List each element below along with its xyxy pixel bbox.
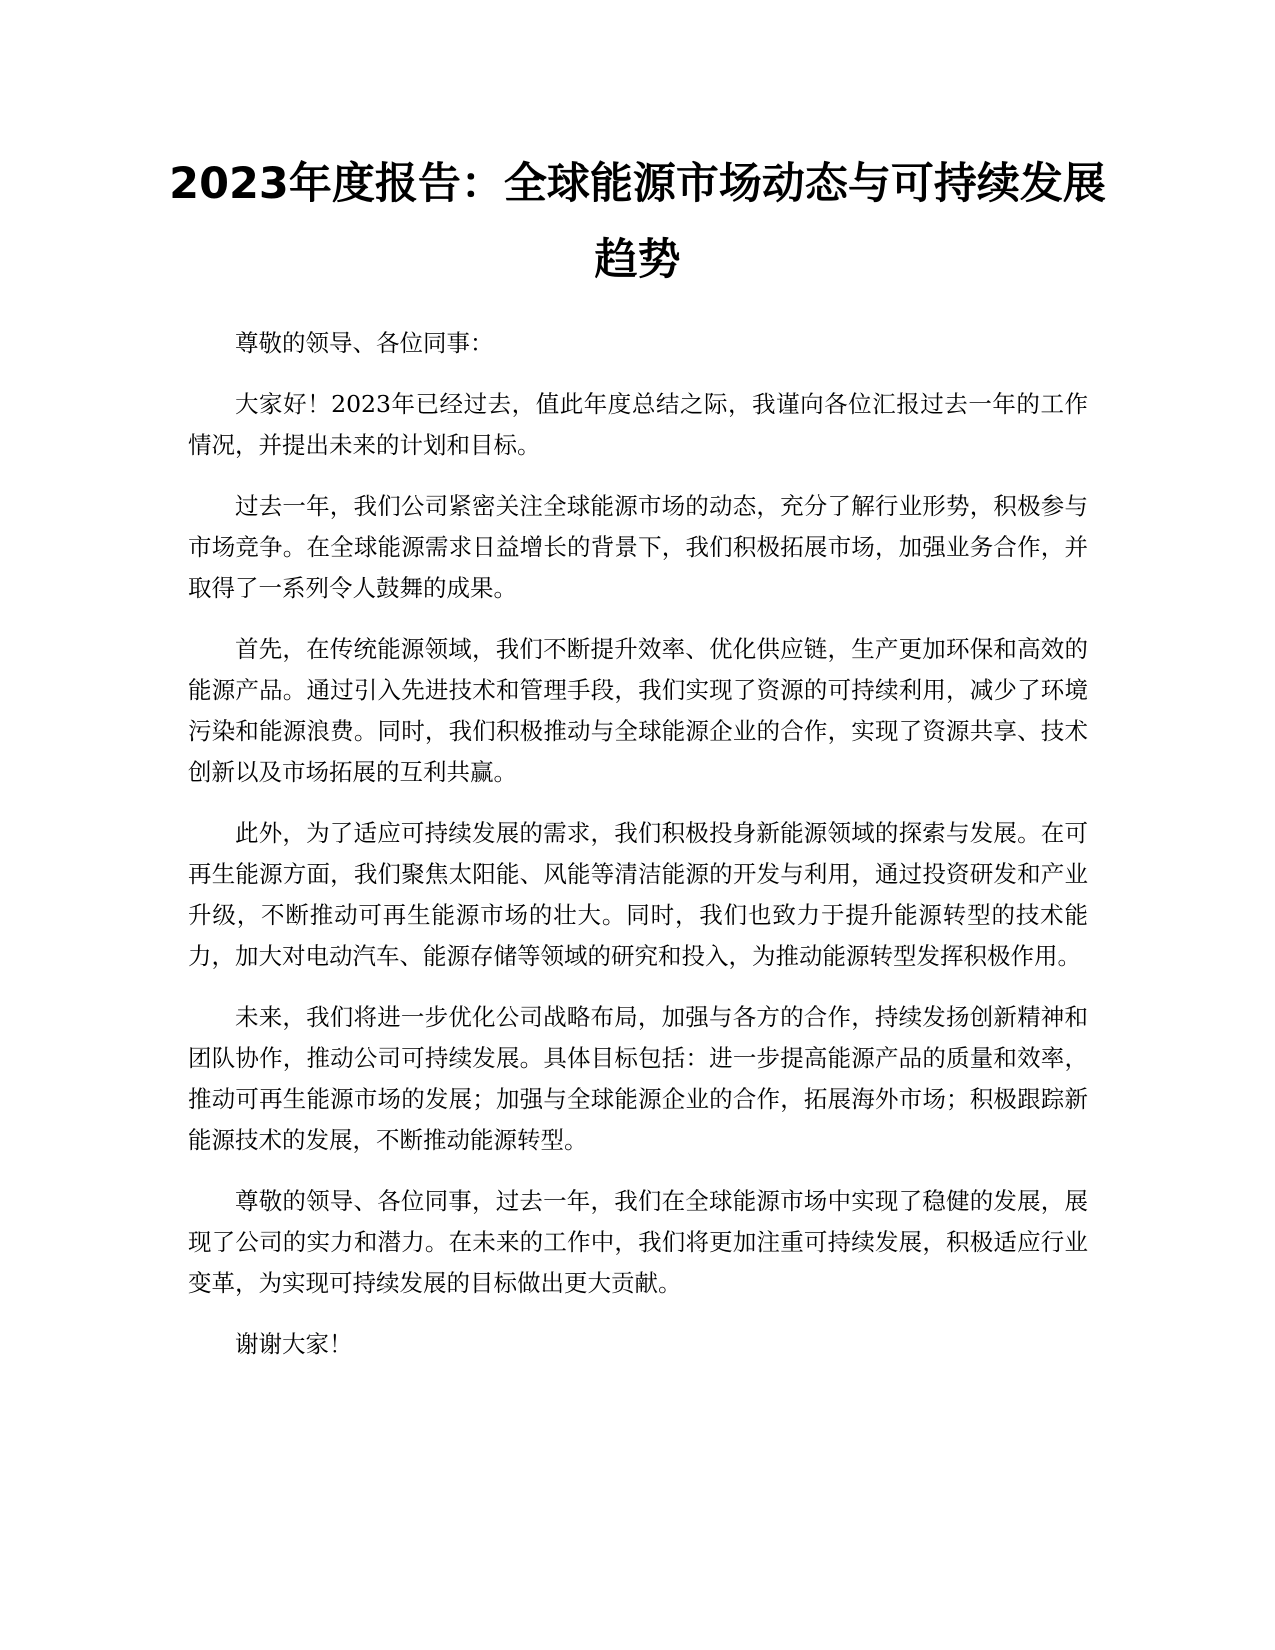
- paragraph-summary: 尊敬的领导、各位同事，过去一年，我们在全球能源市场中实现了稳健的发展，展现了公司的实力和潜力。在未来的工作中，我们将更加注重可持续发展，积极适应行业变革，为实现可持续发展的目标做出更大贡献。: [188, 1187, 1088, 1297]
- paragraph-market-review: 过去一年，我们公司紧密关注全球能源市场的动态，充分了解行业形势，积极参与市场竞争。在全球能源需求日益增长的背景下，我们积极拓展市场，加强业务合作，并取得了一系列令人鼓舞的成果。: [188, 492, 1088, 602]
- paragraph-traditional-energy: 首先，在传统能源领域，我们不断提升效率、优化供应链，生产更加环保和高效的能源产品。通过引入先进技术和管理手段，我们实现了资源的可持续利用，减少了环境污染和能源浪费。同时，我们积极推动与全球能源企业的合作，实现了资源共享、技术创新以及市场拓展的互利共赢。: [188, 635, 1088, 786]
- salutation: 尊敬的领导、各位同事：: [235, 329, 494, 357]
- paragraph-new-energy: 此外，为了适应可持续发展的需求，我们积极投身新能源领域的探索与发展。在可再生能源方面，我们聚焦太阳能、风能等清洁能源的开发与利用，通过投资研发和产业升级，不断推动可再生能源市场的壮大。同时，我们也致力于提升能源转型的技术能力，加大对电动汽车、能源存储等领域的研究和投入，为推动能源转型发挥积极作用。: [188, 819, 1088, 970]
- document-title: 2023年度报告：全球能源市场动态与可持续发展趋势: [169, 159, 1106, 285]
- closing: 谢谢大家！: [235, 1330, 353, 1358]
- document-body: [188, 323, 1088, 1385]
- paragraph-future-goals: 未来，我们将进一步优化公司战略布局，加强与各方的合作，持续发扬创新精神和团队协作，推动公司可持续发展。具体目标包括：进一步提高能源产品的质量和效率，推动可再生能源市场的发展；加强与全球能源企业的合作，拓展海外市场；积极跟踪新能源技术的发展，不断推动能源转型。: [188, 1003, 1088, 1154]
- paragraph-intro: 大家好！2023年已经过去，值此年度总结之际，我谨向各位汇报过去一年的工作情况，并提出未来的计划和目标。: [188, 390, 1088, 459]
